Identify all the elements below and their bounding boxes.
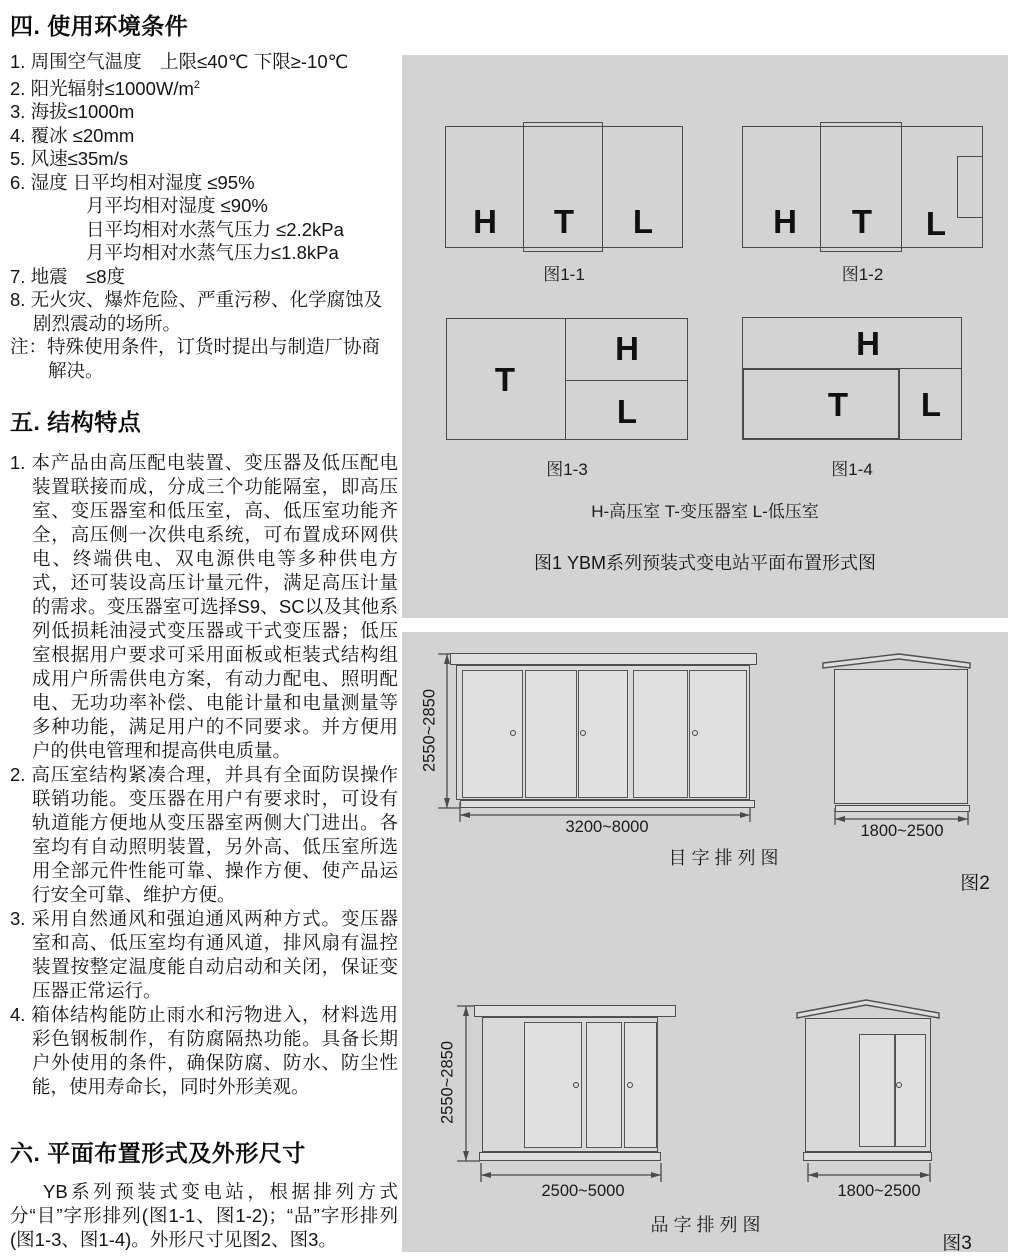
room-label-t: T [553, 203, 575, 240]
figure-1-2-niche [957, 156, 983, 218]
door-panel [859, 1034, 895, 1147]
dim-label-width: 3200~8000 [565, 818, 649, 836]
section-6 [10, 1135, 398, 1252]
env-condition-line: 1. 周围空气温度 上限≤40℃ 下限≥-10℃ [10, 51, 349, 72]
figure-caption: 图1-4 [831, 460, 873, 479]
text-column [10, 8, 398, 1252]
dim-label-depth: 1800~2500 [837, 1182, 921, 1200]
door-panel [586, 1022, 622, 1148]
env-condition-line [10, 74, 398, 101]
cabinet-side-body [834, 669, 968, 804]
cabinet-plinth [460, 800, 755, 808]
cabinet-plinth [803, 1152, 932, 1161]
cabinet-roof [474, 1005, 676, 1017]
room-label-l: L [632, 203, 654, 240]
front-view-label: 目字排列图 [668, 848, 784, 868]
env-condition-line: 3. 海拔≤1000m [10, 101, 135, 123]
room-label-t: T [827, 386, 849, 423]
section-4-heading: 四. 使用环境条件 [10, 13, 189, 39]
env-condition-line: 6. 湿度 日平均相对湿度 ≤95% [10, 171, 255, 193]
env-condition-line: 月平均相对水蒸气压力≤1.8kPa [86, 242, 339, 264]
door-panel [525, 670, 577, 798]
dim-label-width: 2500~5000 [541, 1182, 625, 1200]
dim-label-height: 2550~2850 [438, 1040, 457, 1125]
figure-1-3-outline [446, 318, 688, 440]
env-condition-text: 2. 阳光辐射≤1000W/m [10, 77, 194, 99]
feature-item: 4. 箱体结构能防止雨水和污物进入，材料选用彩色钢板制作，有防腐隔热功能。具备长期户外使用的条件，确保防腐、防水、防尘性能，使用寿命长，同时外形美观。 [10, 1004, 398, 1098]
door-panel [633, 670, 688, 798]
door-panel [895, 1034, 926, 1147]
door-handle [580, 730, 586, 736]
door-handle [510, 730, 516, 736]
room-label-h: H [856, 325, 880, 362]
door-handle [692, 730, 698, 736]
cabinet-plinth [835, 805, 970, 812]
figure-1-3-divider [565, 318, 566, 440]
gable-roof-fig3 [797, 1000, 939, 1018]
feature-item: 2. 高压室结构紧凑合理，并具有全面防误操作联销功能。变压器在用户有要求时，可设有轨道能方便地从变压器室两侧大门进出。各室均有自动照明装置，另外高、低压室所选用全部元件性能可靠、操作方便、使产品运行安全可靠、维护方便。 [10, 764, 398, 906]
env-condition-line: 7. 地震 ≤8度 [10, 265, 126, 287]
dimension-line-height-fig3 [457, 1006, 480, 1161]
panel-figure1 [402, 55, 1008, 618]
env-condition-note: 解决。 [48, 359, 104, 381]
cabinet-roof [450, 653, 757, 665]
env-condition-line: 5. 风速≤35m/s [10, 148, 129, 170]
env-condition-line: 剧烈震动的场所。 [33, 312, 182, 334]
room-label-t: T [851, 203, 873, 240]
feature-item: 1. 本产品由高压配电装置、变压器及低压配电装置联接而成，分成三个功能隔室，即高压室、变压器室和低压室，高、低压室功能齐全，高压侧一次供电系统，可布置成环网供电、终端供电、双电源供电等多种供电方式，还可装设高压计量元件，满足高压计量的需求。变压器室可选择S9、SC以及其他系列低损耗油浸式变压器或干式变压器；低压室根据用户要求可采用面板或柜装式结构组成用户所需供电方案，有动力配电、照明配电、无功功率补偿、电能计量和电量测量等多种功能，满足用户的不同要求。并方便用户的供电管理和提高供电质量。 [10, 452, 398, 762]
room-label-t: T [494, 361, 516, 398]
feature-item: 3. 采用自然通风和强迫通风两种方式。变压器室和高、低压室均有通风道，排风扇有温控装置按整定温度能自动启动和关闭，保证变压器正常运行。 [10, 908, 398, 1002]
figure1-legend: H-高压室 T-变压器室 L-低压室 [591, 502, 819, 521]
front-view-label: 品字排列图 [650, 1215, 766, 1235]
section-6-heading: 六. 平面布置形式及外形尺寸 [10, 1140, 306, 1167]
door-handle [573, 1082, 579, 1088]
env-condition-line: 8. 无火灾、爆炸危险、严重污秽、化学腐蚀及 [10, 289, 383, 311]
section-5 [10, 404, 398, 1099]
figure-caption: 图1-1 [543, 265, 585, 284]
env-condition-line: 4. 覆冰 ≤20mm [10, 124, 135, 146]
room-label-h: H [615, 330, 639, 367]
section-4 [10, 8, 398, 382]
section-5-heading: 五. 结构特点 [10, 409, 142, 436]
superscript: 2 [193, 78, 201, 91]
figure-1-3-divider [565, 380, 688, 381]
dimension-line-depth-fig3 [808, 1163, 930, 1182]
env-condition-line: 月平均相对湿度 ≤90% [86, 195, 268, 217]
dim-label-depth: 1800~2500 [860, 822, 944, 840]
figure-caption: 图1-3 [546, 460, 588, 479]
door-handle [627, 1082, 633, 1088]
room-label-h: H [773, 203, 797, 240]
figure-label: 图2 [960, 873, 990, 894]
gable-roof-fig2 [823, 654, 970, 668]
room-label-l: L [925, 205, 947, 242]
env-conditions-list [10, 50, 398, 382]
room-label-l: L [616, 393, 638, 430]
dim-label-height: 2550~2850 [420, 688, 439, 773]
panel-figure2-3 [402, 632, 1008, 1252]
dimension-line-width-fig3 [481, 1163, 661, 1182]
cabinet-plinth [479, 1152, 661, 1161]
figure-caption: 图1-2 [841, 265, 884, 284]
figure1-title: 图1 YBM系列预装式变电站平面布置形式图 [533, 553, 877, 573]
door-handle [896, 1082, 902, 1088]
env-condition-note: 注：特殊使用条件，订货时提出与制造厂协商 [10, 336, 381, 358]
room-label-h: H [473, 203, 497, 240]
env-condition-line: 日平均相对水蒸气压力 ≤2.2kPa [86, 218, 344, 240]
figure-label: 图3 [942, 1233, 972, 1254]
room-label-l: L [920, 386, 942, 423]
layout-paragraph: YB系列预装式变电站，根据排列方式分“目”字形排列(图1-1、图1-2)；“品”字形排列(图1-3、图1-4)。外形尺寸见图2、图3。 [10, 1181, 398, 1251]
